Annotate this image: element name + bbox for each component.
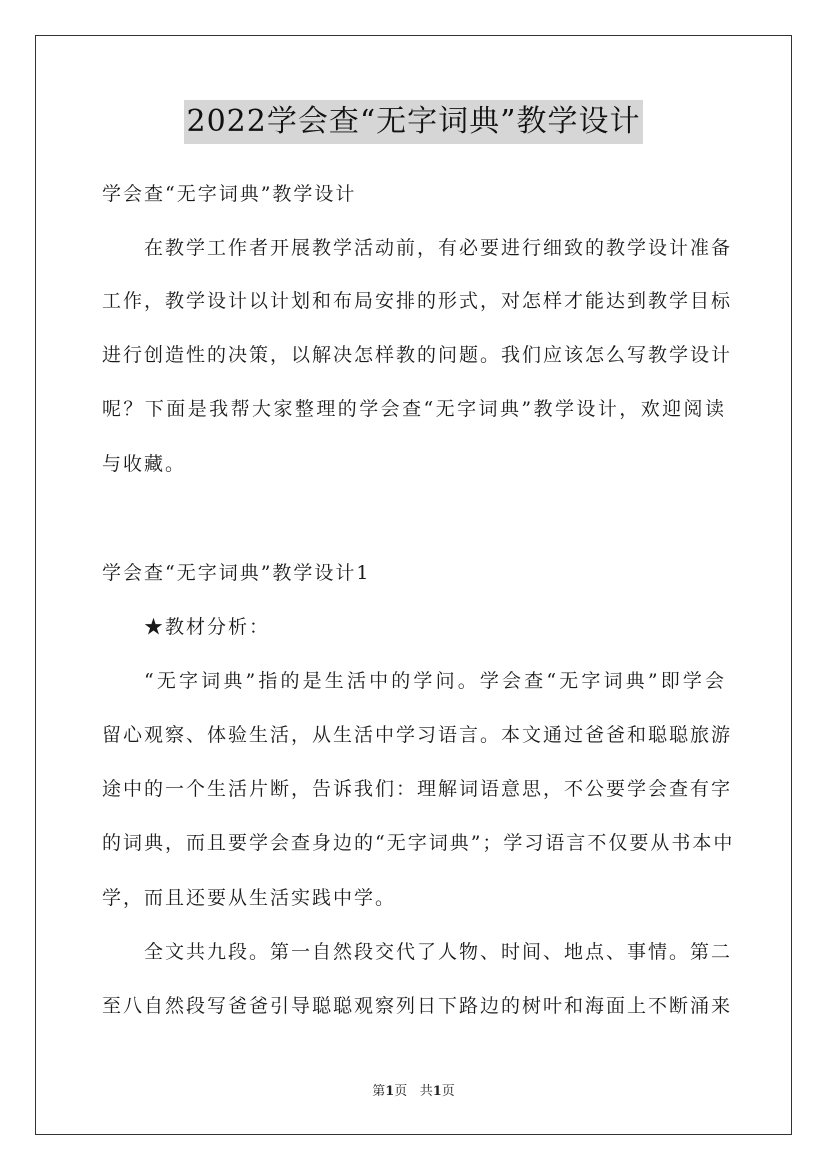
section-title: 学会查“无字词典”教学设计1 (102, 562, 371, 584)
intro-line: 进行创造性的决策，以解决怎样教的问题。我们应该怎么写教学设计 (102, 344, 733, 366)
document-subtitle: 学会查“无字词典”教学设计 (102, 183, 357, 205)
title-container (0, 100, 827, 144)
intro-line: 与收藏。 (102, 453, 187, 475)
page-label-suffix: 页 (394, 1084, 408, 1099)
analysis-line: 途中的一个生活片断，告诉我们：理解词语意思，不公要学会查有字 (102, 778, 733, 800)
analysis-heading: ★教材分析： (144, 616, 271, 638)
intro-line: 在教学工作者开展教学活动前，有必要进行细致的教学设计准备 (144, 237, 733, 259)
analysis-line: 留心观察、体验生活，从生活中学习语言。本文通过爸爸和聪聪旅游 (102, 724, 733, 746)
structure-line: 至八自然段写爸爸引导聪聪观察列日下路边的树叶和海面上不断涌来 (102, 995, 733, 1017)
total-label-prefix: 共 (419, 1084, 433, 1099)
page-footer (0, 1083, 827, 1101)
intro-line: 工作，教学设计以计划和布局安排的形式，对怎样才能达到教学目标 (102, 290, 733, 312)
analysis-line: “无字词典”指的是生活中的学问。学会查“无字词典”即学会 (144, 670, 726, 692)
intro-line: 呢？下面是我帮大家整理的学会查“无字词典”教学设计，欢迎阅读 (102, 398, 726, 420)
total-label-suffix: 页 (441, 1084, 455, 1099)
page-label-prefix: 第 (372, 1084, 386, 1099)
page-number: 1 (385, 1084, 395, 1099)
structure-line: 全文共九段。第一自然段交代了人物、时间、地点、事情。第二 (144, 941, 733, 963)
total-pages: 1 (432, 1084, 442, 1099)
analysis-line: 的词典，而且要学会查身边的“无字词典”；学习语言不仅要从书本中 (102, 832, 735, 854)
analysis-line: 学，而且还要从生活实践中学。 (102, 887, 397, 909)
document-title: 2022学会查“无字词典”教学设计 (184, 100, 642, 144)
